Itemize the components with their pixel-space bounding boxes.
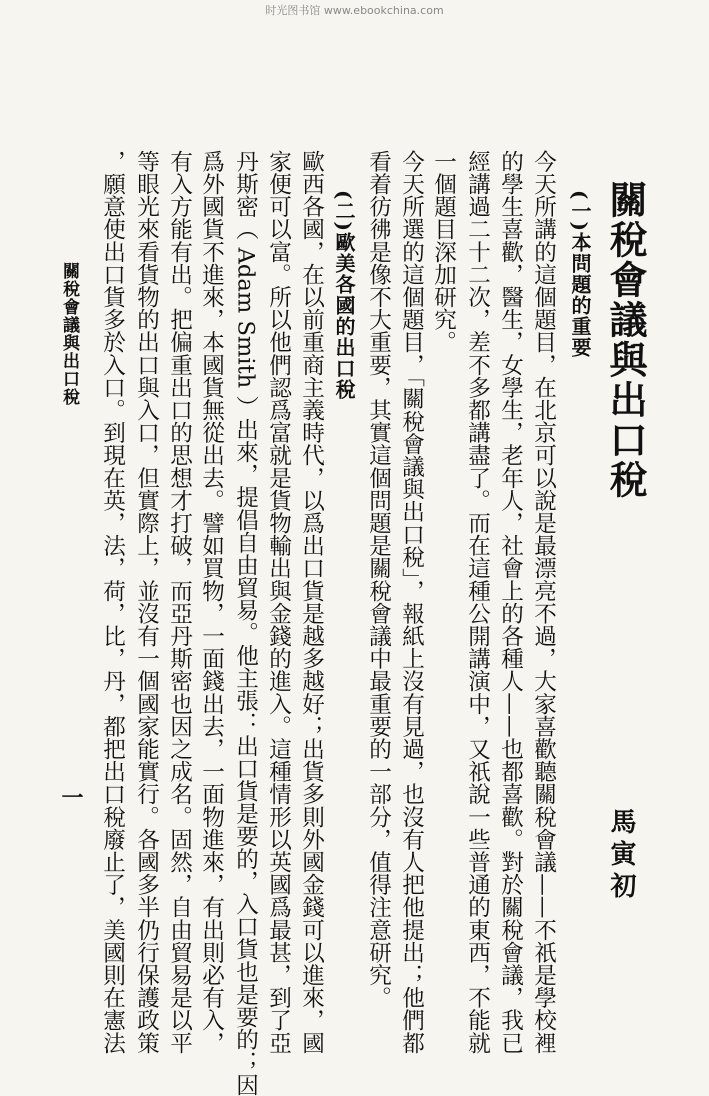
text-line-2: 的學生喜歡，醫生，女學生，老年人，社會上的各種人——也都喜歡。對於關稅會議，我已 — [497, 150, 524, 1054]
page-number: 一 — [58, 786, 84, 808]
text-line-3: 經講過二十二次，差不多都講盡了。而在這種公開講演中，又祇說一些普通的東西，不能就 — [464, 150, 491, 1054]
text-line-5: 今天所選的這個題目，「關稅會議與出口稅」，報紙上沒有見過，也沒有人把他提出；他們都 — [398, 150, 425, 1054]
text-line-8: 家便可以富。所以他們認爲富就是貨物輸出與金錢的進入。這種情形以英國爲最甚，到了亞 — [265, 150, 292, 1054]
text-line-4: 一個題目深加研究。 — [430, 150, 457, 354]
page-title: 關稅會議與出口稅 — [603, 180, 648, 500]
text-line-9: 丹斯密（ Adam Smith ）出來，提倡自由貿易。他主張：出口貨是要的，入口貨也是要的；因 — [232, 150, 259, 1096]
text-line-1: 今天所講的這個題目，在北京可以說是最漂亮不過，大家喜歡聽關稅會議——不祇是學校裡 — [530, 150, 557, 1054]
running-title: 關稅會議與出口稅 — [59, 262, 79, 406]
section-heading-1: (一)本問題的重要 — [568, 190, 592, 358]
section-heading-2: (二)歐美各國的出口稅 — [332, 190, 356, 400]
text-line-6: 看着彷彿是像不大重要，其實這個問題是關稅會議中最重要的一部分，值得注意研究。 — [365, 150, 392, 1009]
text-line-7: 歐西各國，在以前重商主義時代，以爲出口貨是越多越好；出貨多則外國金錢可以進來，國 — [298, 150, 325, 1054]
author-name: 馬寅初 — [606, 808, 636, 904]
watermark: 时光图书馆 www.ebookchina.com — [265, 4, 444, 17]
text-line-11: 有入方能有出。把偏重出口的思想才打破，而亞丹斯密也因之成名。固然，自由貿易是以平 — [166, 150, 193, 1054]
text-line-10: 爲外國貨不進來，本國貨無從出去。譬如買物，一面錢出去，一面物進來，有出則必有入， — [198, 150, 225, 1054]
text-line-13: ，願意使出口貨多於入口。到現在英，法，荷，比，丹，都把出口稅廢止了，美國則在憲法 — [99, 150, 126, 1054]
text-line-12: 等眼光來看貨物的出口與入口，但實際上，並沒有一個國家能實行。各國多半仍行保護政策 — [133, 150, 160, 1054]
